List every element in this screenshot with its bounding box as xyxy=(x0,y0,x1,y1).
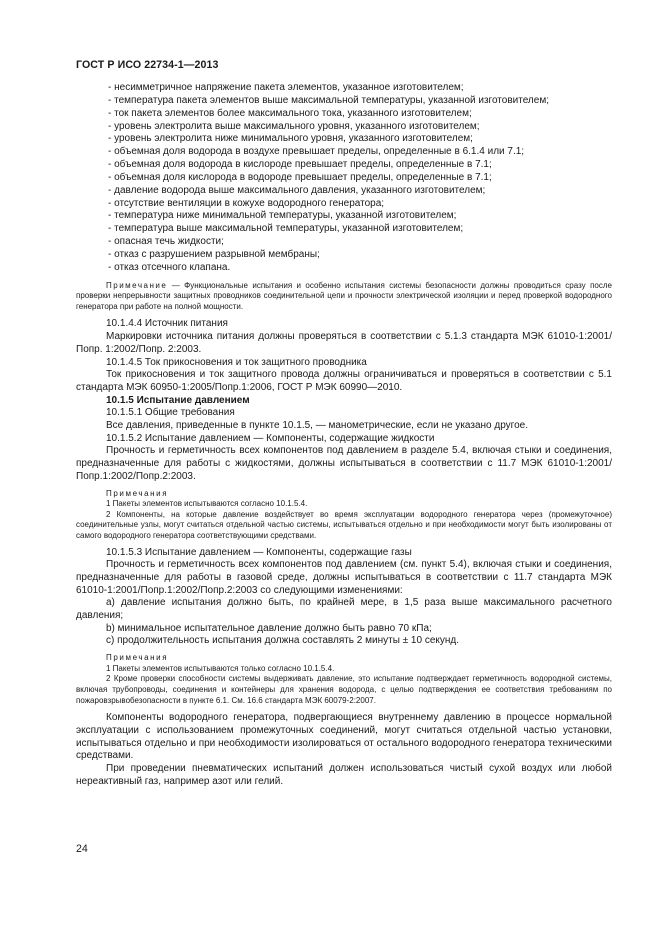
section-heading-10-1-5-1: 10.1.5.1 Общие требования xyxy=(106,407,235,419)
list-item: - несимметричное напряжение пакета элементов, указанное изготовителем; xyxy=(108,82,464,93)
notes-heading: Примечания xyxy=(106,488,169,498)
bullet-list xyxy=(76,82,612,275)
list-item: - объемная доля кислорода в водороде превышает пределы, определенные в 7.1; xyxy=(108,171,492,183)
note-item: 2 Компоненты, на которые давление воздействует во время эксплуатации водородного генератора через (промежуточное) соединительные узлы, могут считаться отдельной частью системы, испытываться отдельно и при необходимости могут быть изолированы от самого водородного генератора соответствующими средствами. xyxy=(76,509,612,540)
notes-heading: Примечания xyxy=(106,653,169,663)
section-text-10-1-5-3: Прочность и герметичность всех компонентов под давлением (см. пункт 5.4), включая стыки и соединения, предназначенные для работы в газовой среде, должны испытываться в соответствии с 11.7 стандарта МЭК 61010-1:2001/Попр.1:2002/Попр.2:2003 со следующими изменениями: xyxy=(76,559,612,596)
list-item: - температура выше максимальной температуры, указанной изготовителем; xyxy=(108,223,464,235)
page-number: 24 xyxy=(76,843,88,855)
section-heading-10-1-5-3: 10.1.5.3 Испытание давлением — Компоненты, содержащие газы xyxy=(106,546,412,558)
note-item: 2 Кроме проверки способности системы выдерживать давление, это испытание подтверждает герметичность водородной системы, включая трубопроводы, соединения и контейнеры для хранения водорода, с целью подтверждения ее соответствия требованиям по пожаровзрывобезопасности в пункте 6.1. См. 16.6 стандарта МЭК 60079-2:2007. xyxy=(76,674,612,705)
note-label: Примечание xyxy=(106,280,168,290)
list-item: - отказ отсечного клапана. xyxy=(108,261,231,273)
section-heading-10-1-4-5: 10.1.4.5 Ток прикосновения и ток защитного проводника xyxy=(106,356,367,368)
list-item: - температура пакета элементов выше максимальной температуры, указанной изготовителем; xyxy=(108,94,549,106)
note-functional-tests xyxy=(76,281,612,313)
text-column xyxy=(76,82,612,788)
section-heading-10-1-5: 10.1.5 Испытание давлением xyxy=(106,394,250,406)
standard-header: ГОСТ Р ИСО 22734-1—2013 xyxy=(76,59,219,71)
section-text-10-1-4-4: Маркировки источника питания должны проверяться в соответствии с 5.1.3 стандарта МЭК 61010-1:2001/Попр. 1:2002/Попр. 2:2003. xyxy=(76,331,612,355)
section-text-10-1-4-5: Ток прикосновения и ток защитного провода должны ограничиваться и проверяться в соответствии с 5.1 стандарта МЭК 60950-1:2005/Попр.1:2006, ГОСТ Р МЭК 60990—2010. xyxy=(76,369,612,393)
section-text-10-1-5-1: Все давления, приведенные в пункте 10.1.5, — манометрические, если не указано другое. xyxy=(106,420,528,432)
requirement-item: с) продолжительность испытания должна составлять 2 минуты ± 10 секунд. xyxy=(106,635,460,647)
paragraph-components: Компоненты водородного генератора, подвергающиеся внутреннему давлению в процессе нормальной эксплуатации с использованием промежуточных соединений, могут считаться отдельной частью установки, испытываться отдельно и при необходимости изолироваться от остального водородного генератора техническими средствами. xyxy=(76,712,612,762)
note-text: — Функциональные испытания и особенно испытания системы безопасности должны проводиться сразу после проверки непрерывности защитных проводников соединительной цепи и прочности электрической изоляции и перед проверкой водородного генератора при работе на полной мощности. xyxy=(76,280,612,311)
list-item: - объемная доля водорода в кислороде превышает пределы, определенные в 7.1; xyxy=(108,159,492,171)
list-item: - температура ниже минимальной температуры, указанной изготовителем; xyxy=(108,210,457,222)
list-item: - уровень электролита выше максимального уровня, указанного изготовителем; xyxy=(108,120,480,132)
section-heading-10-1-4-4: 10.1.4.4 Источник питания xyxy=(106,318,228,330)
list-item: - ток пакета элементов более максимального тока, указанного изготовителем; xyxy=(108,107,472,119)
note-item: 1 Пакеты элементов испытываются только согласно 10.1.5.4. xyxy=(106,663,335,673)
list-item: - отсутствие вентиляции в кожухе водородного генератора; xyxy=(108,197,385,209)
list-item: - опасная течь жидкости; xyxy=(108,236,224,248)
list-item: - давление водорода выше максимального давления, указанного изготовителем; xyxy=(108,184,486,196)
section-text-10-1-5-2: Прочность и герметичность всех компонентов под давлением в разделе 5.4, включая стыки и соединения, предназначенные для работы с жидкостями, должны испытываться в соответствии с 11.7 МЭК 61010-1:2001/Попр.1:2002/Попр.2:2003. xyxy=(76,445,612,482)
section-heading-10-1-5-2: 10.1.5.2 Испытание давлением — Компоненты, содержащие жидкости xyxy=(106,432,435,444)
requirement-item: b) минимальное испытательное давление должно быть равно 70 кПа; xyxy=(106,622,432,634)
paragraph-pneumatic: При проведении пневматических испытаний должен использоваться чистый сухой воздух или любой нереактивный газ, например азот или гелий. xyxy=(76,762,612,787)
list-item: - уровень электролита ниже минимального уровня, указанного изготовителем; xyxy=(108,133,473,145)
list-item: - объемная доля водорода в воздухе превышает пределы, определенные в 6.1.4 или 7.1; xyxy=(108,146,525,158)
note-item: 1 Пакеты элементов испытываются согласно 10.1.5.4. xyxy=(106,499,308,509)
requirement-item: а) давление испытания должно быть, по крайней мере, в 1,5 раза выше максимального расчетного давления; xyxy=(76,597,612,622)
list-item: - отказ с разрушением разрывной мембраны; xyxy=(108,248,320,260)
